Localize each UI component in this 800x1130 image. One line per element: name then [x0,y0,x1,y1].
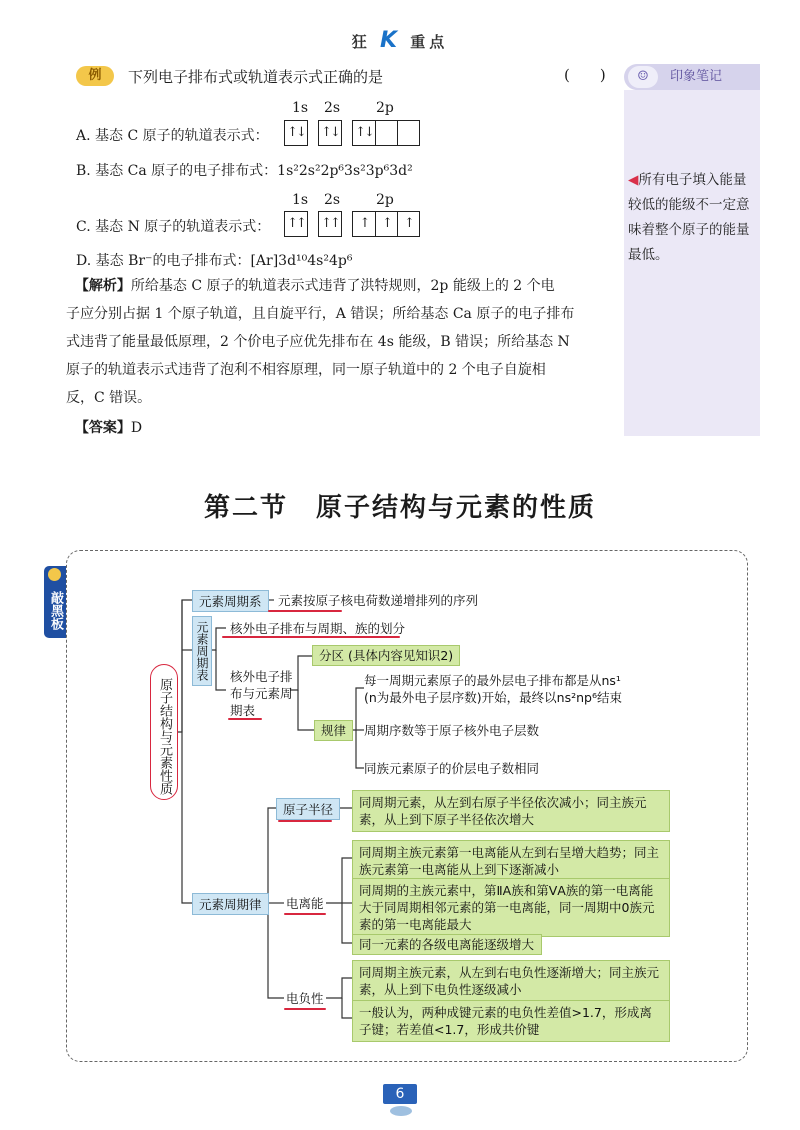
analysis-line: 式违背了能量最低原理，2 个价电子应优先排布在 4s 能级，B 错误；所给基态 N [66,334,570,350]
node-rule-item: 同族元素原子的价层电子数相同 [364,761,540,776]
running-header: 狂 K 重点 [351,28,449,53]
orbital-label-1s: 1s [292,100,309,116]
orbital-box-1s: ↑↑ [284,211,308,237]
fish-icon [390,1106,412,1116]
node-zone: 分区 (具体内容见知识2) [312,645,460,666]
node-periodic-law: 元素周期律 [192,893,269,915]
answer-parentheses: ( ) [564,66,606,84]
example-badge: 例 [76,66,114,86]
orbital-label-2s: 2s [324,192,341,208]
node-rule-item: 周期序数等于原子核外电子层数 [364,723,540,738]
analysis-line: 【解析】所给基态 C 原子的轨道表示式违背了洪特规则，2p 能级上的 2 个电 [74,278,555,294]
node-ionization-item: 同周期主族元素第一电离能从左到右呈增大趋势；同主族元素第一电离能从上到下逐渐减小 [352,840,670,882]
option-d: D. 基态 Br⁻的电子排布式：[Ar]3d¹⁰4s²4p⁶ [76,253,353,269]
node-division: 核外电子排布与周期、族的划分 [230,621,406,636]
node-electronegativity: 电负性 [286,991,324,1006]
node-radius-desc: 同周期元素，从左到右原子半径依次减小；同主族元素，从上到下原子半径依次增大 [352,790,670,832]
analysis-line: 反，C 错误。 [66,390,152,406]
node-electronegativity-item: 一般认为，两种成键元素的电负性差值>1.7，形成离子键；若差值<1.7，形成共价键 [352,1000,670,1042]
answer-line: 【答案】D [74,420,143,436]
node-relation: 核外电子排布与元素周期表 [230,669,293,718]
underline-mark [284,913,326,915]
analysis-line: 子应分别占据 1 个原子轨道，且自旋平行，A 错误；所给基态 Ca 原子的电子排布 [66,306,575,322]
underline-mark [222,636,400,638]
orbital-box-2s: ↑↑ [318,211,342,237]
orbital-label-2s: 2s [324,100,341,116]
orbital-box-2s: ↑↓ [318,120,342,146]
note-text: ◀所有电子填入能量较低的能级不一定意味着整个原子的能量最低。 [628,172,750,263]
underline-mark [284,1008,326,1010]
elephant-icon: ☺ [628,66,658,88]
orbital-label-2p: 2p [376,192,394,208]
analysis-line: 原子的轨道表示式违背了泡利不相容原理，同一原子轨道中的 2 个电子自旋相 [66,362,546,378]
underline-mark [278,820,332,822]
node-periodic-system: 元素周期系 [192,590,269,612]
section-title: 第二节 原子结构与元素的性质 [203,493,596,523]
page-number: 6 [383,1084,417,1104]
side-tab: 敲黑板 [44,566,66,638]
underline-mark [268,610,342,612]
node-radius: 原子半径 [276,798,340,820]
orbital-box-2p: ↑ ↑ ↑ [352,211,420,237]
node-electronegativity-item: 同周期主族元素，从左到右电负性逐渐增大；同主族元素，从上到下电负性逐级减小 [352,960,670,1002]
mindmap-root: 原子结构与元素性质 [157,677,172,795]
orbital-box-2p: ↑↓ [352,120,420,146]
orbital-label-1s: 1s [292,192,309,208]
option-a-text: A. 基态 C 原子的轨道表示式： [76,128,269,144]
node-ionization: 电离能 [286,896,324,911]
orbital-label-2p: 2p [376,100,394,116]
underline-mark [228,718,262,720]
node-ionization-item: 同周期的主族元素中，第ⅡA族和第ⅤA族的第一电离能大于同周期相邻元素的第一电离能，同一周期中0族元素的第一电离能最大 [352,878,670,937]
question-text: 下列电子排布式或轨道表示式正确的是 [128,68,384,86]
node-periodic-system-desc: 元素按原子核电荷数递增排列的序列 [278,593,479,608]
node-rule: 规律 [314,720,353,741]
node-ionization-item: 同一元素的各级电离能逐级增大 [352,934,542,955]
note-header: 印象笔记 [624,64,760,90]
orbital-box-1s: ↑↓ [284,120,308,146]
option-b: B. 基态 Ca 原子的电子排布式：1s²2s²2p⁶3s²3p⁶3d² [76,163,413,179]
node-rule-item: 每一周期元素原子的最外层电子排布都是从ns¹ (n为最外电子层序数)开始，最终以ns²np⁶结束 [364,673,622,705]
node-periodic-table: 元素周期表 [192,616,212,686]
arrow-left-icon: ◀ [628,172,639,188]
option-c-text: C. 基态 N 原子的轨道表示式： [76,219,271,235]
